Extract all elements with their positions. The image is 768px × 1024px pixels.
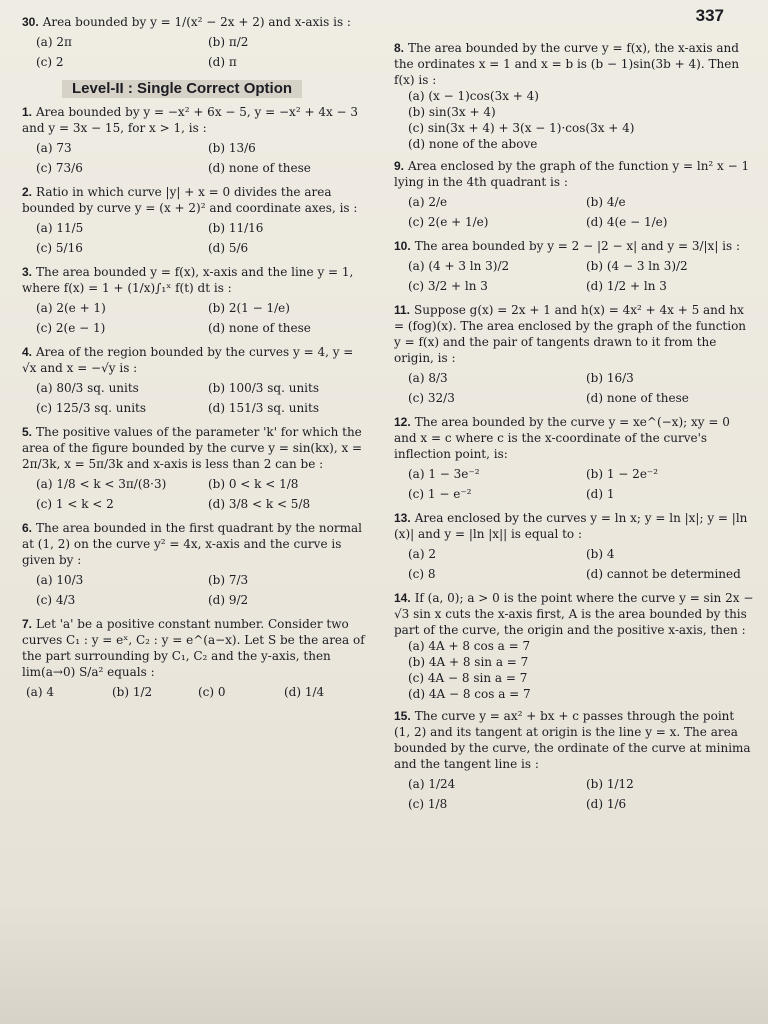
option-d: (d) none of these — [208, 161, 311, 175]
question-text: Area bounded by y = −x² + 6x − 5, y = −x² + 4x − 3 and y = 3x − 15, for x > 1, is : — [22, 105, 359, 135]
option-b: (b) 11/16 — [208, 221, 264, 235]
option-b: (b) 1 − 2e⁻² — [586, 467, 659, 481]
question-number: 5. — [22, 425, 33, 439]
question-10 — [394, 238, 754, 296]
question-14 — [394, 590, 754, 702]
option-d: (d) 1 — [586, 487, 615, 501]
question-11 — [394, 302, 754, 408]
option-d: (d) π — [208, 55, 237, 69]
question-8 — [394, 40, 754, 152]
option-b: (b) sin(3x + 4) — [408, 105, 496, 119]
option-a: (a) 4 — [26, 685, 54, 699]
option-a: (a) 80/3 sq. units — [36, 381, 139, 395]
option-a: (a) 2/e — [408, 195, 448, 209]
question-number: 1. — [22, 105, 33, 119]
option-a: (a) 11/5 — [36, 221, 84, 235]
option-d: (d) 5/6 — [208, 241, 249, 255]
right-column — [394, 40, 754, 820]
question-text: Area bounded by y = 1/(x² − 2x + 2) and x-axis is : — [42, 15, 351, 29]
option-d: (d) none of the above — [408, 137, 538, 151]
question-number: 8. — [394, 41, 405, 55]
option-b: (b) 4A + 8 sin a = 7 — [408, 655, 529, 669]
option-d: (d) 1/4 — [284, 685, 325, 699]
question-12 — [394, 414, 754, 504]
option-b: (b) 16/3 — [586, 371, 634, 385]
option-b: (b) 2(1 − 1/e) — [208, 301, 290, 315]
option-c: (c) 3/2 + ln 3 — [408, 279, 488, 293]
option-d: (d) none of these — [208, 321, 311, 335]
option-c: (c) 1 − e⁻² — [408, 487, 472, 501]
option-d: (d) cannot be determined — [586, 567, 741, 581]
question-number: 9. — [394, 159, 405, 173]
question-text: The area bounded by y = 2 − |2 − x| and y = 3/|x| is : — [414, 239, 741, 253]
option-a: (a) 1/8 < k < 3π/(8·3) — [36, 477, 167, 491]
option-c: (c) 5/16 — [36, 241, 83, 255]
option-d: (d) 9/2 — [208, 593, 249, 607]
option-b: (b) 0 < k < 1/8 — [208, 477, 299, 491]
option-c: (c) 4A − 8 sin a = 7 — [408, 671, 528, 685]
option-a: (a) 8/3 — [408, 371, 448, 385]
option-b: (b) 4/e — [586, 195, 626, 209]
question-number: 4. — [22, 345, 33, 359]
question-number: 2. — [22, 185, 33, 199]
question-text: The area bounded y = f(x), x-axis and the line y = 1, where f(x) = 1 + (1/x)∫₁ˣ f(t) dt is : — [22, 265, 354, 295]
option-c: (c) 1 < k < 2 — [36, 497, 114, 511]
option-b: (b) 1/2 — [112, 685, 153, 699]
option-c: (c) 125/3 sq. units — [36, 401, 147, 415]
option-c: (c) 4/3 — [36, 593, 76, 607]
option-d: (d) 4(e − 1/e) — [586, 215, 668, 229]
option-c: (c) 8 — [408, 567, 436, 581]
option-d: (d) 1/6 — [586, 797, 627, 811]
question-13 — [394, 510, 754, 584]
question-15 — [394, 708, 754, 814]
question-text: Area enclosed by the graph of the function y = ln² x − 1 lying in the 4th quadrant is : — [394, 159, 750, 189]
page-number: 337 — [695, 6, 724, 25]
option-d: (d) 4A − 8 cos a = 7 — [408, 687, 531, 701]
question-6 — [22, 520, 370, 610]
option-a: (a) 1/24 — [408, 777, 456, 791]
question-number: 15. — [394, 709, 411, 723]
option-a: (a) 10/3 — [36, 573, 84, 587]
option-c: (c) 2(e − 1) — [36, 321, 106, 335]
option-c: (c) 73/6 — [36, 161, 83, 175]
option-d: (d) none of these — [586, 391, 689, 405]
option-b: (b) π/2 — [208, 35, 249, 49]
question-4 — [22, 344, 370, 418]
question-1 — [22, 104, 370, 178]
question-5 — [22, 424, 370, 514]
option-c: (c) 32/3 — [408, 391, 455, 405]
question-number: 12. — [394, 415, 411, 429]
question-text: The area bounded by the curve y = xe^(−x); xy = 0 and x = c where c is the x-coordinate of the curve's inflection point, is: — [394, 415, 730, 461]
option-a: (a) 1 − 3e⁻² — [408, 467, 480, 481]
question-9 — [394, 158, 754, 232]
left-column — [22, 14, 370, 706]
question-number: 11. — [394, 303, 411, 317]
question-number: 13. — [394, 511, 411, 525]
option-c: (c) 2 — [36, 55, 64, 69]
question-text: The area bounded by the curve y = f(x), the x-axis and the ordinates x = 1 and x = b is (b − 1)sin(3b + 4). Then f(x) is : — [394, 41, 740, 87]
option-a: (a) 73 — [36, 141, 72, 155]
option-c: (c) 0 — [198, 685, 226, 699]
question-text: Let 'a' be a positive constant number. Consider two curves C₁ : y = eˣ, C₂ : y = e^(a−x). Let S be the area of the part surrounding by C₁, C₂ and the y-axis, then lim(a→0) S/a² equals : — [22, 617, 365, 679]
option-a: (a) 2 — [408, 547, 436, 561]
option-a: (a) 2π — [36, 35, 72, 49]
option-d: (d) 1/2 + ln 3 — [586, 279, 667, 293]
question-text: The curve y = ax² + bx + c passes through the point (1, 2) and its tangent at origin is the line y = x. The area bounded by the curve, the ordinate of the curve at minima and the tangent line is : — [394, 709, 751, 771]
question-7 — [22, 616, 370, 700]
question-text: The area bounded in the first quadrant by the normal at (1, 2) on the curve y² = 4x, x-axis and the curve is given by : — [22, 521, 362, 567]
option-a: (a) 4A + 8 cos a = 7 — [408, 639, 531, 653]
question-number: 30. — [22, 15, 39, 29]
question-number: 7. — [22, 617, 33, 631]
option-b: (b) (4 − 3 ln 3)/2 — [586, 259, 688, 273]
question-3 — [22, 264, 370, 338]
option-c: (c) 2(e + 1/e) — [408, 215, 489, 229]
page-shadow — [0, 904, 768, 1024]
question-30 — [22, 14, 370, 72]
option-d: (d) 151/3 sq. units — [208, 401, 319, 415]
option-a: (a) (x − 1)cos(3x + 4) — [408, 89, 539, 103]
option-b: (b) 4 — [586, 547, 615, 561]
option-a: (a) 2(e + 1) — [36, 301, 106, 315]
question-number: 14. — [394, 591, 411, 605]
option-b: (b) 7/3 — [208, 573, 249, 587]
question-number: 6. — [22, 521, 33, 535]
option-b: (b) 13/6 — [208, 141, 256, 155]
section-title: Level-II : Single Correct Option — [62, 80, 302, 98]
question-number: 3. — [22, 265, 33, 279]
option-b: (b) 100/3 sq. units — [208, 381, 319, 395]
question-number: 10. — [394, 239, 411, 253]
question-text: Suppose g(x) = 2x + 1 and h(x) = 4x² + 4x + 5 and hx = (fog)(x). The area enclosed by the graph of the function y = f(x) and the pair of tangents drawn to it from the origin, is : — [394, 303, 747, 365]
question-2 — [22, 184, 370, 258]
question-text: Ratio in which curve |y| + x = 0 divides the area bounded by curve y = (x + 2)² and coordinate axes, is : — [22, 185, 358, 215]
question-text: The positive values of the parameter 'k' for which the area of the figure bounded by the curve y = sin(kx), x = 2π/3k, x = 5π/3k and x-axis is less than 2 can be : — [22, 425, 363, 471]
option-d: (d) 3/8 < k < 5/8 — [208, 497, 311, 511]
question-text: Area of the region bounded by the curves y = 4, y = √x and x = −√y is : — [22, 345, 354, 375]
option-a: (a) (4 + 3 ln 3)/2 — [408, 259, 510, 273]
question-text: Area enclosed by the curves y = ln x; y = ln |x|; y = |ln (x)| and y = |ln |x|| is equal to : — [394, 511, 748, 541]
option-c: (c) 1/8 — [408, 797, 448, 811]
option-c: (c) sin(3x + 4) + 3(x − 1)·cos(3x + 4) — [408, 121, 635, 135]
option-b: (b) 1/12 — [586, 777, 634, 791]
question-text: If (a, 0); a > 0 is the point where the curve y = sin 2x − √3 sin x cuts the x-axis first, A is the area bounded by this part of the curve, the origin and the positive x-axis, then : — [394, 591, 754, 637]
